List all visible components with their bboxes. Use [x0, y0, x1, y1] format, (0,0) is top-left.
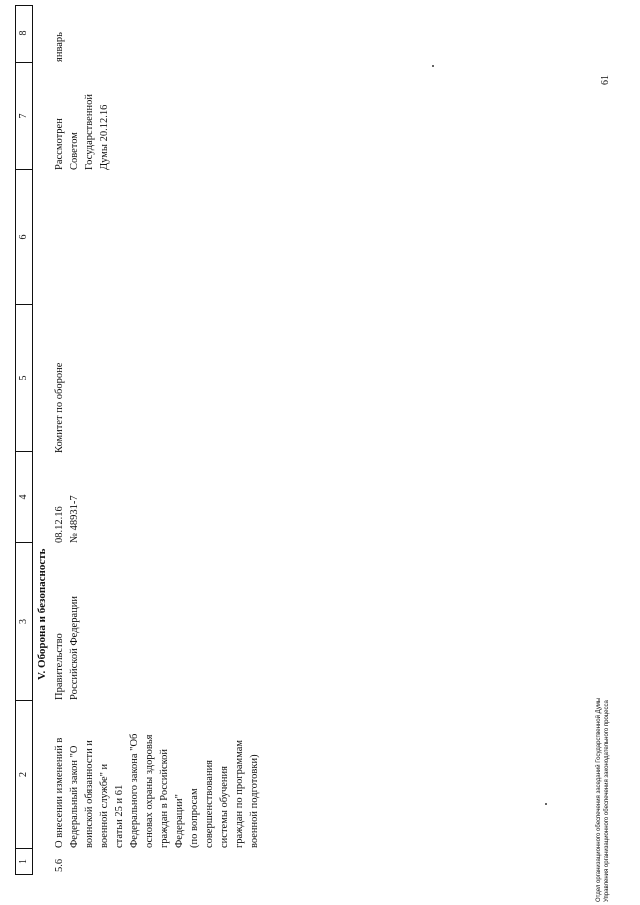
planned-period: январь — [54, 32, 65, 62]
footer-line-1: Отдел организационного обеспечения заседаний Государственной Думы — [596, 697, 602, 902]
table-header-row — [15, 5, 33, 875]
header-col-8: 8 — [16, 4, 32, 63]
header-col-1: 1 — [18, 859, 29, 864]
scan-speck — [545, 803, 547, 805]
bill-status: Рассмотрен Советом Государственной Думы 20.12.16 — [54, 94, 110, 170]
header-col-4: 4 — [16, 452, 32, 543]
header-col-3: 3 — [16, 543, 32, 701]
section-title: V. Оборона и безопасность — [36, 548, 48, 680]
responsible-committee: Комитет по обороне — [54, 362, 65, 453]
header-col-5: 5 — [16, 305, 32, 452]
row-number: 5.6 — [54, 858, 65, 872]
scan-speck — [432, 65, 434, 67]
header-col-2: 2 — [16, 701, 32, 849]
header-col-7: 7 — [16, 63, 32, 170]
bill-initiator: Правительство Российской Федерации — [54, 596, 80, 700]
footer-line-2: Управления организационного обеспечения законодательного процесса — [604, 700, 610, 902]
page-number: 61 — [600, 75, 611, 85]
bill-title: О внесении изменений в Федеральный закон "О воинской обязанности и военной службе" и статьи 25 и 61 Федерального закона "Об основах охраны здоровья граждан в Российской Федерации" (по вопросам совершенствования системы обучения граждан по программам военной подготовки) — [54, 733, 260, 848]
bill-date-number: 08.12.16 № 48931-7 — [54, 495, 80, 543]
footer-department — [595, 698, 611, 902]
header-col-6: 6 — [16, 170, 32, 305]
